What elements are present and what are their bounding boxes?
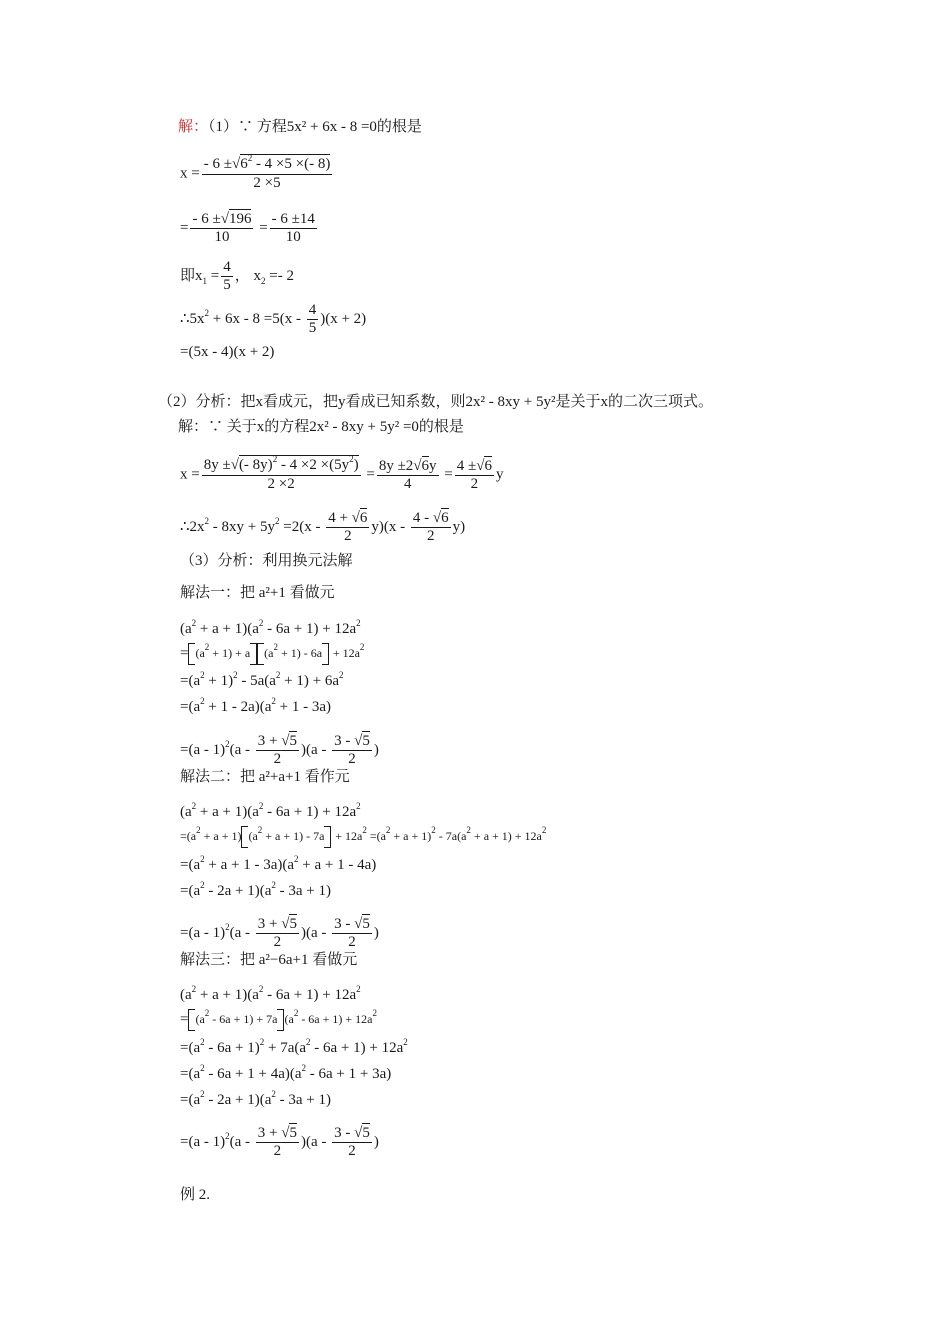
m1-line4: $=(a^2 + 1 - 2a)(a^2 + 1 - 3a)$	[180, 696, 331, 715]
part2-analysis: （2）分析：把x看成元，把y看成已知系数，则2x² - 8xy + 5y²是关于x的二次三项式。	[158, 394, 713, 410]
m2-line5: =(a - 1)$^2$(a - $\frac{3 + √5}{2}$ )(a - $\frac{3 - √5}{2}$ )	[180, 916, 379, 950]
m1-line1: $(a^2 + a + 1)(a^2 - 6a + 1) + 12a^2$	[180, 618, 361, 637]
eq1-factor: $\therefore 5x^2 + 6x - 8 =5(x$ - $\frac{4}{5}$ )(x + 2)	[180, 302, 367, 336]
m1-line2: = $(a^2 + 1) + a$ $(a^2 + 1) - 6a + 12a^2$	[180, 643, 364, 665]
part1-text: （1）∵ 方程5x² + 6x - 8 =0的根是	[208, 119, 422, 135]
eq1-line2: = $\frac{- 6 \pm√196}{10}$ = $\frac{- 6 \pm 14}{10}$	[180, 211, 315, 245]
part3-analysis: （3）分析：利用换元法解	[180, 553, 353, 569]
m2-line1: $(a^2 + a + 1)(a^2 - 6a + 1) + 12a^2$	[180, 801, 361, 820]
m2-line3: $=(a^2 + a + 1 - 3a)(a^2 + a + 1 - 4a)$	[180, 854, 377, 873]
eq1-roots: 即$x_1$ = $\frac{4}{5}$ ， $x_2 =- 2$	[180, 259, 294, 293]
eq2-roots: x = $\frac{8y \pm√(- 8y)^2 - 4 \times 2 \times(5y^2)}{2 \times 2}$ = $\frac{8y \pm 2√6y}{4}$ = $\frac{4 \pm√6}{2}$ y	[180, 454, 504, 492]
method1-title: 解法一：把 a²+1 看做元	[180, 585, 335, 601]
part2-solve: 解：∵ 关于x的方程2x² - 8xy + 5y² =0的根是	[178, 419, 464, 435]
m3-line6: =(a - 1)$^2$(a - $\frac{3 + √5}{2}$ )(a - $\frac{3 - √5}{2}$ )	[180, 1125, 379, 1159]
m3-line4: $=(a^2 - 6a + 1 + 4a)(a^2 - 6a + 1 + 3a)$	[180, 1063, 392, 1082]
m3-line3: $=(a^2 - 6a + 1)^2 + 7a(a^2 - 6a + 1) + 12a^2$	[180, 1037, 408, 1056]
method3-title: 解法三：把 a²−6a+1 看做元	[180, 952, 358, 968]
eq1-result: =(5x - 4)(x + 2)	[180, 344, 275, 360]
m3-line1: $(a^2 + a + 1)(a^2 - 6a + 1) + 12a^2$	[180, 984, 361, 1003]
m2-line2: $=(a^2 + a + 1) (a^2 + a + 1) - 7a + 12a^2 =(a^2 + a + 1)^2 - 7a(a^2 + a + 1) + 12a^2$	[180, 826, 546, 848]
example-2-heading: 例 2.	[180, 1187, 211, 1203]
solution-label: 解：	[178, 119, 209, 135]
m1-line5: =(a - 1)$^2$(a - $\frac{3 + √5}{2}$ )(a - $\frac{3 - √5}{2}$ )	[180, 733, 379, 767]
method2-title: 解法二：把 a²+a+1 看作元	[180, 769, 350, 785]
m1-line3: $=(a^2 + 1)^2 - 5a(a^2 + 1) + 6a^2$	[180, 670, 344, 689]
m3-line5: $=(a^2 - 2a + 1)(a^2 - 3a + 1)$	[180, 1089, 331, 1108]
part1-heading	[178, 118, 422, 136]
m3-line2: = $(a^2 - 6a + 1) + 7a$ $(a^2 - 6a + 1) + 12a^2$	[180, 1009, 377, 1031]
m2-line4: $=(a^2 - 2a + 1)(a^2 - 3a + 1)$	[180, 880, 331, 899]
eq1-line1: x = $\frac{- 6 \pm√6^2 - 4 \times 5 \times(- 8)}{2 \times 5}$	[180, 153, 331, 191]
eq2-factor: $\therefore 2x^2 - 8xy + 5y^2 =2(x$ - $\frac{4 + √6}{2}$ y)(x - $\frac{4 - √6}{2}$ y)	[180, 510, 466, 544]
